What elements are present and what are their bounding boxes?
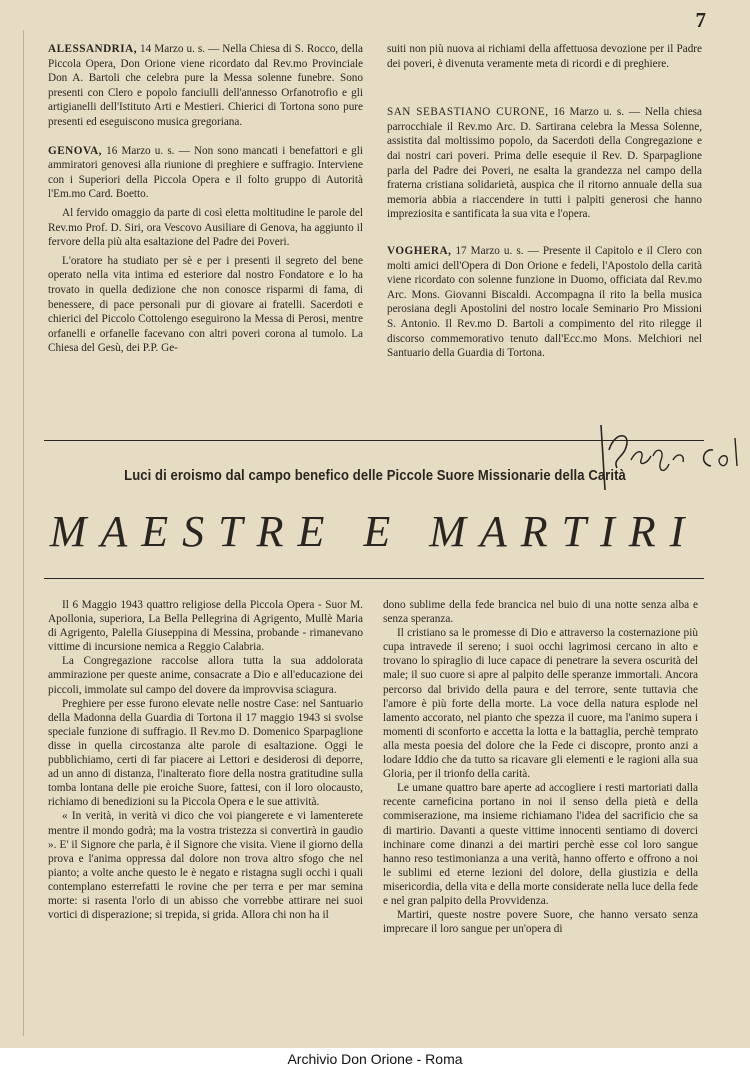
article-columns xyxy=(48,598,698,1020)
chronicle-left-column xyxy=(48,42,363,434)
section-divider xyxy=(44,578,704,579)
article-paragraph: Il cristiano sa le promesse di Dio e attraverso la costernazione più cupa intravede il sereno; i suoi occhi lagrimosi cercano in alto e trovano lo spiraglio di luce capace di penetrare la severa oscurità del male; il suo cuore si apre al palpito delle speranze immortali. Ancora percorso dal brivido della paura e del terrore, sente tuttavia che l'amore è più forte della morte. La voce della natura esplode nel lamento accorato, nel pianto che spezza il cuore, ma l'animo supera i momenti di sconforto e accetta la lotta e la battaglia, perchè temprato alla mesta poesia del dolore che la Fede ci discopre, pronto anzi a lodare Iddio che da tutto sa ricavare gli elementi e le ragioni alla sua Gloria, per il trionfo della carità. xyxy=(383,627,698,781)
entry-place: ALESSANDRIA, xyxy=(48,43,137,55)
chronicle-entry: VOGHERA, 17 Marzo u. s. — Presente il Capitolo e il Clero con molti amici dell'Opera di Don Orione e fedeli, l'Apostolo della carità viene ricordato con solenne funzione in Duomo, officiata dal Rev.mo Arc. Mons. Giovanni Biscaldi. Accompagna il rito la bella musica perosiana degli Apostolini del nostro locale Seminario Pro Missioni S. Antonio. Il Rev.mo D. Bartoli a compimento del rito rilegge il discorso commemorativo tenuto dall'Ecc.mo Mons. Melchiori nel Santuario della Guardia di Tortona. xyxy=(387,244,702,360)
chronicle-paragraph: L'oratore ha studiato per sè e per i presenti il segreto del bene operato nella vita intima ed esteriore dal nostro Fondatore e lo ha trovato in quella dedizione che non conosce risparmi di fama, di benessere, di pace personali pur di giovare ai fratelli. Sacerdoti e chierici del Piccolo Cottolengo eseguirono la Messa di Perosi, mentre orfanelli e orfanelle facevano con altri poveri corona al tumolo. La Chiesa del Gesù, dei P.P. Ge- xyxy=(48,254,363,355)
article-right-column xyxy=(383,598,698,1020)
article-paragraph: La Congregazione raccolse allora tutta la sua addolorata ammirazione per queste anime, consacrate a Dio e all'educazione dei piccoli, immolate sul campo del dovere da improvvisa sciagura. xyxy=(48,655,363,696)
chronicle-entry: GENOVA, 16 Marzo u. s. — Non sono mancati i benefattori e gli ammiratori genovesi alla riunione di preghiere e suffragio. Interviene con i Superiori della Piccola Opera e il folto gruppo di Autorità l'Em.mo Card. Boetto. xyxy=(48,144,363,201)
page-number: 7 xyxy=(695,8,706,32)
entry-place: SAN SEBASTIANO CURONE, xyxy=(387,106,549,119)
article-headline: MAESTRE E MARTIRI xyxy=(49,507,699,556)
entry-place: VOGHERA, xyxy=(387,244,452,257)
article-paragraph: Martiri, queste nostre povere Suore, che hanno versato senza imprecare il loro sangue per un'opera di xyxy=(383,909,698,936)
handwritten-signature xyxy=(595,420,745,500)
article-paragraph: Il 6 Maggio 1943 quattro religiose della Piccola Opera - Suor M. Apollonia, superiora, La Bella Pellegrina di Agrigento, Mullè Maria di Agrigento, Palella Giuseppina di Messina, probande - rimanevano vittime di incursione nemica a Reggio Calabria. xyxy=(48,599,363,654)
chronicle-right-column xyxy=(387,42,702,434)
chronicle-entry: SAN SEBASTIANO CURONE, 16 Marzo u. s. — Nella chiesa parrocchiale il Rev.mo Arc. D. Sartirana celebra la Messa Solenne, assistita dal moltissimo popolo, da Sacerdoti della Congregazione e dai nostri cari poveri. Prima delle esequie il Rev. D. Sparpaglione parla del Padre dei Poveri, ne esalta la grandezza nel campo della fraterna cristiana solidarietà, auspica che il ritorno annuale della sua memoria abbia a riaccendere in tutti i palpiti generosi che hanno impreziosita e santificata la sua vita e l'opera. xyxy=(387,106,702,221)
binding-edge xyxy=(23,30,24,1036)
archive-footer: Archivio Don Orione - Roma xyxy=(0,1048,750,1070)
chronicle-columns xyxy=(48,42,702,434)
article-paragraph: Preghiere per esse furono elevate nelle nostre Case: nel Santuario della Madonna della Guardia di Tortona il 17 maggio 1943 si svolse speciale funzione di suffragio. Il Rev.mo D. Domenico Sparpaglione disse in quella circostanza alte parole di esaltazione. Oggi le pubblichiamo, certi di far piacere ai Lettori e desiderosi di deporre, ad un anno di distanza, l'inalterato fiore della nostra gratitudine sulla tomba lontana delle pie eroiche Suore, fattesi, con il loro olocausto, richiamo di benedizioni su la Piccola Opera e le sue attività. xyxy=(48,697,363,809)
article-paragraph: « In verità, in verità vi dico che voi piangerete e vi lamenterete mentre il mondo godrà; ma la vostra tristezza si convertirà in gaudio ». E' il Signore che parla, è il Signore che visita. Viene il giorno della prova e l'anima oppressa dal dolore non trova altro sfogo che nel pianto; a volte anche questo le è negato e ristagna sugli occhi i quali contemplano esterrefatti le rovine che per terra e per mar semina morte: si rasenta l'orlo di un abisso che vorrebbe attirare nei suoi vortici di disperazione; si trepida, si grida. Allora chi non ha il xyxy=(48,810,363,922)
chronicle-entry: ALESSANDRIA, 14 Marzo u. s. — Nella Chiesa di S. Rocco, della Piccola Opera, Don Orione viene ricordato dal Rev.mo Provinciale Don A. Bartoli che celebra pure la Messa solenne funebre. Sono presenti con Clero e popolo fanciulli dell'annesso Orfanotrofio e gli artigianelli dell'Istituto Arti e Mestieri. Chierici di Tortona sono pure presenti ed eseguiscono musica gregoriana. xyxy=(48,43,363,128)
chronicle-paragraph: Al fervido omaggio da parte di così eletta moltitudine le parole del Rev.mo Prof. D. Siri, ora Vescovo Ausiliare di Genova, ha aggiunto il fervore della più alta esaltazione del Padre dei Poveri. xyxy=(48,206,363,249)
entry-place: GENOVA, xyxy=(48,144,102,157)
article-overline: Luci di eroismo dal campo benefico delle Piccole Suore Missionarie della Carità xyxy=(124,468,626,484)
article-left-column xyxy=(48,598,363,1020)
chronicle-paragraph: suiti non più nuova ai richiami della affettuosa devozione per il Padre dei poveri, è divenuta veramente meta di ricordi e di preghiere. xyxy=(387,43,702,70)
article-paragraph: dono sublime della fede brancica nel buio di una notte senza alba e senza speranza. xyxy=(383,599,698,626)
article-paragraph: Le umane quattro bare aperte ad accogliere i resti martoriati dalla recente carneficina portano in noi il senso della pietà e della commiserazione, ma insieme richiamano l'idea del sacrificio che sa di martirio. Davanti a queste vittime innocenti sentiamo di doverci inchinare come dinanzi a dei martiri perchè esse col loro sangue hanno reso testimonianza a una verità, hanno offerto e offrono a noi le sublimi ed eterne lezioni del dolore, della giustizia e della misericordia, della vita e della morte considerate nella luce della fede e nel gran palpito della Provvidenza. xyxy=(383,782,698,907)
